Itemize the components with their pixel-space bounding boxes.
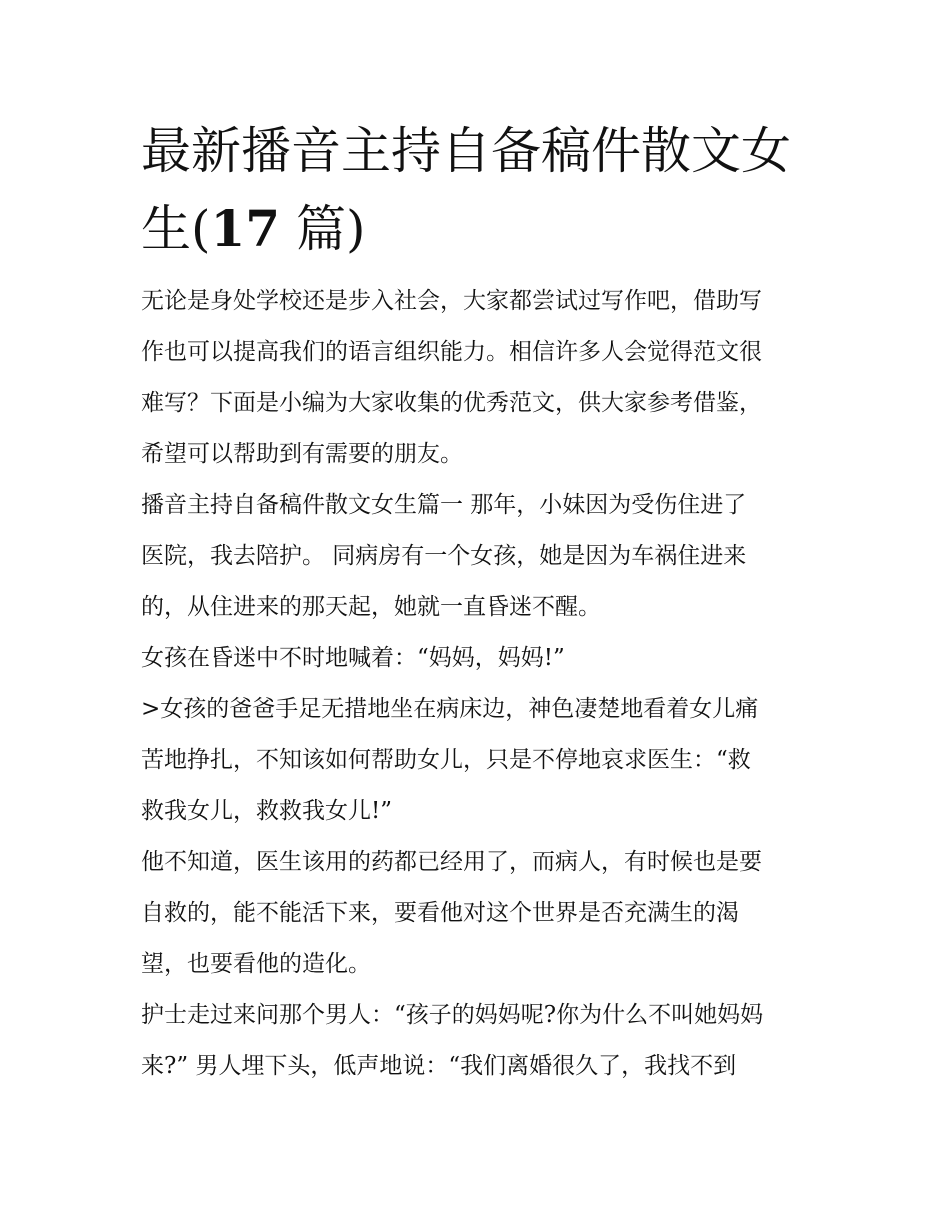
text-line: 救我女儿，救救我女儿!”	[141, 798, 393, 824]
text-line: 护士走过来问那个男人：“孩子的妈妈呢?你为什么不叫她妈妈	[141, 1002, 764, 1028]
text-line: 医院，我去陪护。 同病房有一个女孩，她是因为车祸住进来	[141, 543, 747, 569]
paragraph-doctor	[141, 837, 816, 990]
title-line-2-suffix: 篇)	[280, 200, 366, 258]
text-line: 无论是身处学校还是步入社会，大家都尝试过写作吧，借助写	[141, 288, 762, 314]
text-line: 来?” 男人埋下头，低声地说：“我们离婚很久了，我找不到	[141, 1053, 737, 1079]
title-line-2-prefix: 生(	[141, 200, 211, 258]
document-title	[141, 112, 821, 268]
text-line: 苦地挣扎，不知该如何帮助女儿，只是不停地哀求医生：“救	[141, 747, 751, 773]
document-body	[141, 276, 816, 1092]
text-line: 播音主持自备稿件散文女生篇一 那年，小妹因为受伤住进了	[141, 492, 747, 518]
title-line-1: 最新播音主持自备稿件散文女	[141, 122, 791, 180]
text-line: 他不知道，医生该用的药都已经用了，而病人，有时候也是要	[141, 849, 762, 875]
paragraph-nurse	[141, 990, 816, 1092]
title-article-count: 17	[210, 199, 281, 258]
paragraph-father	[141, 684, 816, 837]
text-line: 望，也要看他的造化。	[141, 951, 371, 977]
text-line: >女孩的爸爸手足无措地坐在病床边，神色凄楚地看着女儿痛	[141, 696, 759, 722]
text-line: 作也可以提高我们的语言组织能力。相信许多人会觉得范文很	[141, 339, 762, 365]
text-line: 自救的，能不能活下来，要看他对这个世界是否充满生的渴	[141, 900, 739, 926]
text-line: 女孩在昏迷中不时地喊着：“妈妈，妈妈!”	[141, 645, 565, 671]
paragraph-girl-calling	[141, 633, 816, 684]
text-line: 难写？下面是小编为大家收集的优秀范文，供大家参考借鉴，	[141, 390, 762, 416]
paragraph-article-one-opening	[141, 480, 816, 633]
text-line: 希望可以帮助到有需要的朋友。	[141, 441, 463, 467]
paragraph-intro	[141, 276, 816, 480]
text-line: 的，从住进来的那天起，她就一直昏迷不醒。	[141, 594, 601, 620]
